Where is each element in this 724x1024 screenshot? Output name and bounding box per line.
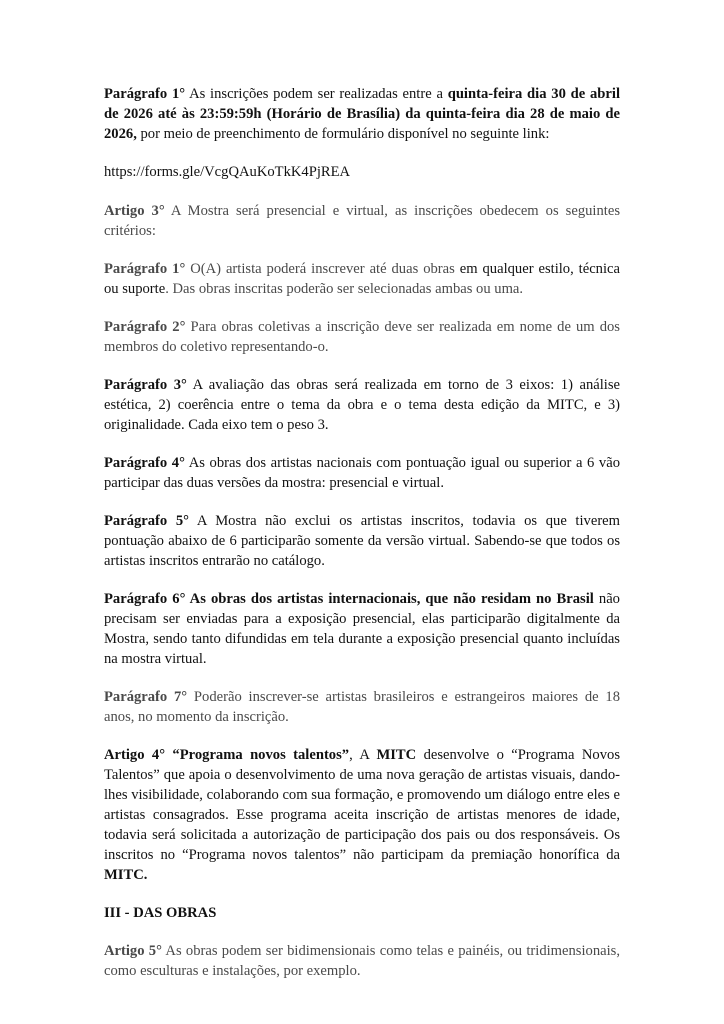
article-4: Artigo 4° “Programa novos talentos”, A MITC desenvolve o “Programa Novos Talentos” que apoia o desenvolvimento de uma nova geração de artistas visuais, dando-lhes visibilidade, colaborando com sua formação, e promovendo um diálogo entre eles e artistas consagrados. Esse programa aceita inscrição de artistas menores de idade, todavia será solicitada a autorização de participação dos pais ou dos responsáveis. Os inscritos no “Programa novos talentos” não participam da premiação honorífica da MITC. xyxy=(104,747,621,883)
paragraph-3-6: Parágrafo 6° As obras dos artistas internacionais, que não residam no Brasil não precisam ser enviadas para a exposição presencial, elas participarão digitalmente da Mostra, sendo tanto difundidas em tela durante a exposição presencial quanto incluídas na mostra virtual. xyxy=(104,591,620,667)
paragraph-3-2: Parágrafo 2° Para obras coletivas a inscrição deve ser realizada em nome de um dos membros do coletivo representando-o. xyxy=(104,319,620,355)
paragraph-1-inscricoes: Parágrafo 1° As inscrições podem ser realizadas entre a quinta-feira dia 30 de abril de 2026 até às 23:59:59h (Horário de Brasília) da quinta-feira dia 28 de maio de 2026, por meio de preenchimento de formulário disponível no seguinte link: xyxy=(104,86,620,142)
paragraph-label: Parágrafo 4° xyxy=(104,455,185,471)
article-label: Artigo 4° “Programa novos talentos” xyxy=(104,747,350,763)
article-5: Artigo 5° As obras podem ser bidimensionais como telas e painéis, ou tridimensionais, como esculturas e instalações, por exemplo. xyxy=(104,943,620,979)
paragraph-3-4: Parágrafo 4° As obras dos artistas nacionais com pontuação igual ou superior a 6 vão participar das duas versões da mostra: presencial e virtual. xyxy=(104,455,620,491)
article-label: Artigo 3° xyxy=(104,203,165,219)
paragraph-label: Parágrafo 6° As obras dos artistas internacionais, que não residam no Brasil xyxy=(104,591,594,607)
paragraph-label: Parágrafo 7° xyxy=(104,689,188,705)
form-link[interactable]: https://forms.gle/VcgQAuKoTkK4PjREA xyxy=(104,164,351,180)
section-heading: III - DAS OBRAS xyxy=(104,905,217,921)
paragraph-label: Parágrafo 5° xyxy=(104,513,189,529)
paragraph-label: Parágrafo 3° xyxy=(104,377,187,393)
paragraph-3-7: Parágrafo 7° Poderão inscrever-se artistas brasileiros e estrangeiros maiores de 18 anos, no momento da inscrição. xyxy=(104,689,620,725)
paragraph-3-5: Parágrafo 5° A Mostra não exclui os artistas inscritos, todavia os que tiverem pontuação abaixo de 6 participarão somente da versão virtual. Sabendo-se que todos os artistas inscritos entrarão no catálogo. xyxy=(104,513,621,569)
paragraph-label: Parágrafo 1° xyxy=(104,86,186,102)
paragraph-3-3: Parágrafo 3° A avaliação das obras será realizada em torno de 3 eixos: 1) análise estética, 2) coerência entre o tema da obra e o tema desta edição da MITC, e 3) originalidade. Cada eixo tem o peso 3. xyxy=(104,377,620,433)
article-label: Artigo 5° xyxy=(104,943,162,959)
article-3: Artigo 3° A Mostra será presencial e virtual, as inscrições obedecem os seguintes critérios: xyxy=(104,203,620,239)
paragraph-3-1: Parágrafo 1° O(A) artista poderá inscrever até duas obras em qualquer estilo, técnica ou suporte. Das obras inscritas poderão ser selecionadas ambas ou uma. xyxy=(104,261,620,297)
paragraph-label: Parágrafo 2° xyxy=(104,319,186,335)
paragraph-label: Parágrafo 1° xyxy=(104,261,186,277)
inscription-dates: quinta-feira dia 30 de abril de 2026 até às 23:59:59h (Horário de Brasília) da quinta-feira dia 28 de maio de 2026, xyxy=(104,86,620,142)
